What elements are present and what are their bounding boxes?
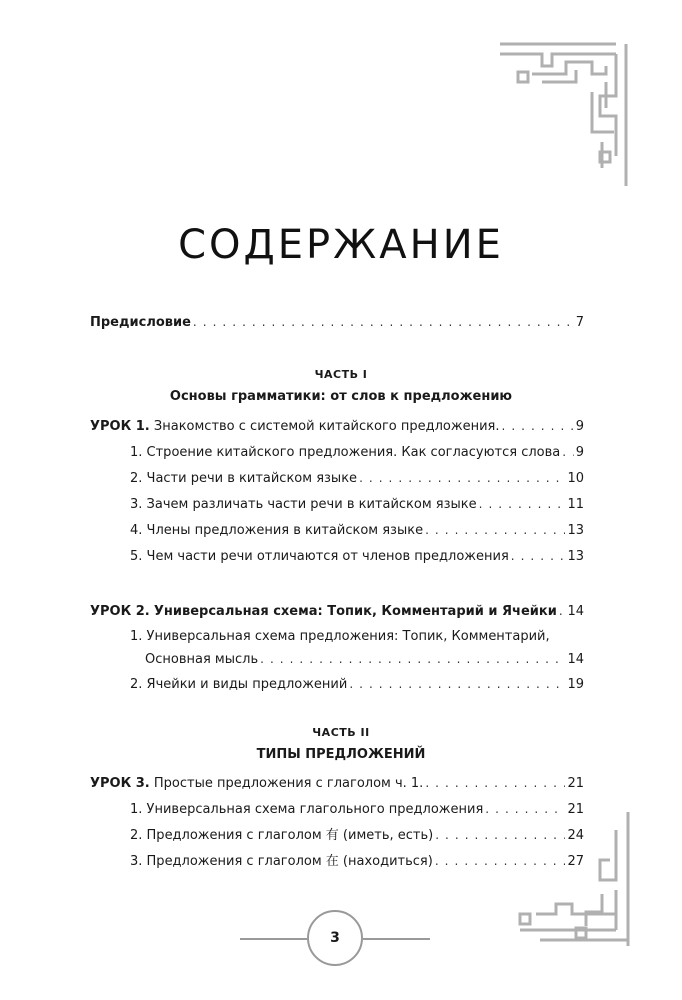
toc-page-number: 14 xyxy=(567,652,584,667)
toc-entry-label: 3. Зачем различать части речи в китайском языке xyxy=(130,497,477,512)
dot-leader xyxy=(425,775,565,791)
part-2-label: ЧАСТЬ II xyxy=(312,726,370,739)
toc-entry-label: 1. Строение китайского предложения. Как согласуются слова xyxy=(130,445,561,460)
part-1-title: Основы грамматики: от слов к предложению xyxy=(169,389,513,404)
toc-page-number: 24 xyxy=(567,828,584,843)
toc-entry-label: 2. Предложения с глаголом 有 (иметь, есть) xyxy=(130,828,434,843)
page-number-badge: 3 xyxy=(307,910,363,966)
toc-page-number: 21 xyxy=(567,776,584,791)
page-title: СОДЕРЖАНИЕ xyxy=(178,222,504,268)
dot-leader xyxy=(359,470,565,486)
toc-entry-label: Универсальная схема: Топик, Комментарий и Ячейки xyxy=(153,604,557,619)
toc-entry-lesson-1[interactable] xyxy=(90,418,584,435)
toc-entry-label: 2. Ячейки и виды предложений xyxy=(130,677,348,692)
lesson-prefix: УРОК 1. xyxy=(90,419,150,434)
dot-leader xyxy=(349,676,565,692)
toc-entry-multiline[interactable] xyxy=(130,629,584,668)
part-1-label: ЧАСТЬ I xyxy=(314,368,368,381)
toc-entry-lesson-2[interactable] xyxy=(90,603,584,620)
toc-page-number: 9 xyxy=(575,419,584,434)
toc-entry-label-line2: Основная мысль xyxy=(145,652,259,667)
dot-leader xyxy=(485,801,565,817)
dot-leader xyxy=(435,827,565,843)
toc-entry-label: Предисловие xyxy=(90,315,191,330)
toc-entry[interactable] xyxy=(130,496,584,513)
toc-entry[interactable] xyxy=(130,470,584,487)
toc-page-number: 14 xyxy=(567,604,584,619)
dot-leader xyxy=(511,548,566,564)
toc-entry[interactable] xyxy=(130,548,584,565)
toc-page-number: 13 xyxy=(567,523,584,538)
lesson-prefix: УРОК 2. xyxy=(90,604,150,619)
toc-entry-label: 2. Части речи в китайском языке xyxy=(130,471,358,486)
toc-entry-label: Простые предложения с глаголом ч. 1. xyxy=(153,776,424,791)
toc-entry[interactable] xyxy=(130,827,584,844)
dot-leader xyxy=(562,444,573,460)
toc-page-number: 19 xyxy=(567,677,584,692)
toc-page-number: 9 xyxy=(575,445,584,460)
toc-page-number: 7 xyxy=(575,315,584,330)
lesson-prefix: УРОК 3. xyxy=(90,776,150,791)
toc-page-number: 27 xyxy=(567,854,584,869)
toc-entry-label: 4. Члены предложения в китайском языке xyxy=(130,523,424,538)
toc-page-number: 13 xyxy=(567,549,584,564)
toc-entry-label-line1: 1. Универсальная схема предложения: Топик, Комментарий, xyxy=(130,629,550,644)
dot-leader xyxy=(559,603,566,619)
toc-page-number: 21 xyxy=(567,802,584,817)
toc-entry-label: 3. Предложения с глаголом 在 (находиться) xyxy=(130,854,433,869)
toc-entry-lesson-3[interactable] xyxy=(90,775,584,792)
dot-leader xyxy=(425,522,565,538)
dot-leader xyxy=(435,853,566,869)
toc-entry-preface[interactable] xyxy=(90,314,584,331)
toc-entry-label: Знакомство с системой китайского предложения. xyxy=(153,419,500,434)
toc-entry[interactable] xyxy=(130,676,584,693)
toc-entry[interactable] xyxy=(130,444,584,461)
toc-entry[interactable] xyxy=(130,853,584,870)
dot-leader xyxy=(501,418,573,434)
toc-entry[interactable] xyxy=(130,801,584,818)
dot-leader xyxy=(260,651,565,667)
toc-entry-label: 5. Чем части речи отличаются от членов предложения xyxy=(130,549,509,564)
top-right-ornament xyxy=(496,36,646,186)
toc-page-number: 11 xyxy=(567,497,584,512)
part-2-title: ТИПЫ ПРЕДЛОЖЕНИЙ xyxy=(256,747,426,762)
toc-entry-label: 1. Универсальная схема глагольного предложения xyxy=(130,802,484,817)
dot-leader xyxy=(479,496,566,512)
toc-entry[interactable] xyxy=(130,522,584,539)
footer-line-right xyxy=(363,938,430,940)
dot-leader xyxy=(193,314,574,330)
toc-page-number: 10 xyxy=(567,471,584,486)
footer-line-left xyxy=(240,938,307,940)
